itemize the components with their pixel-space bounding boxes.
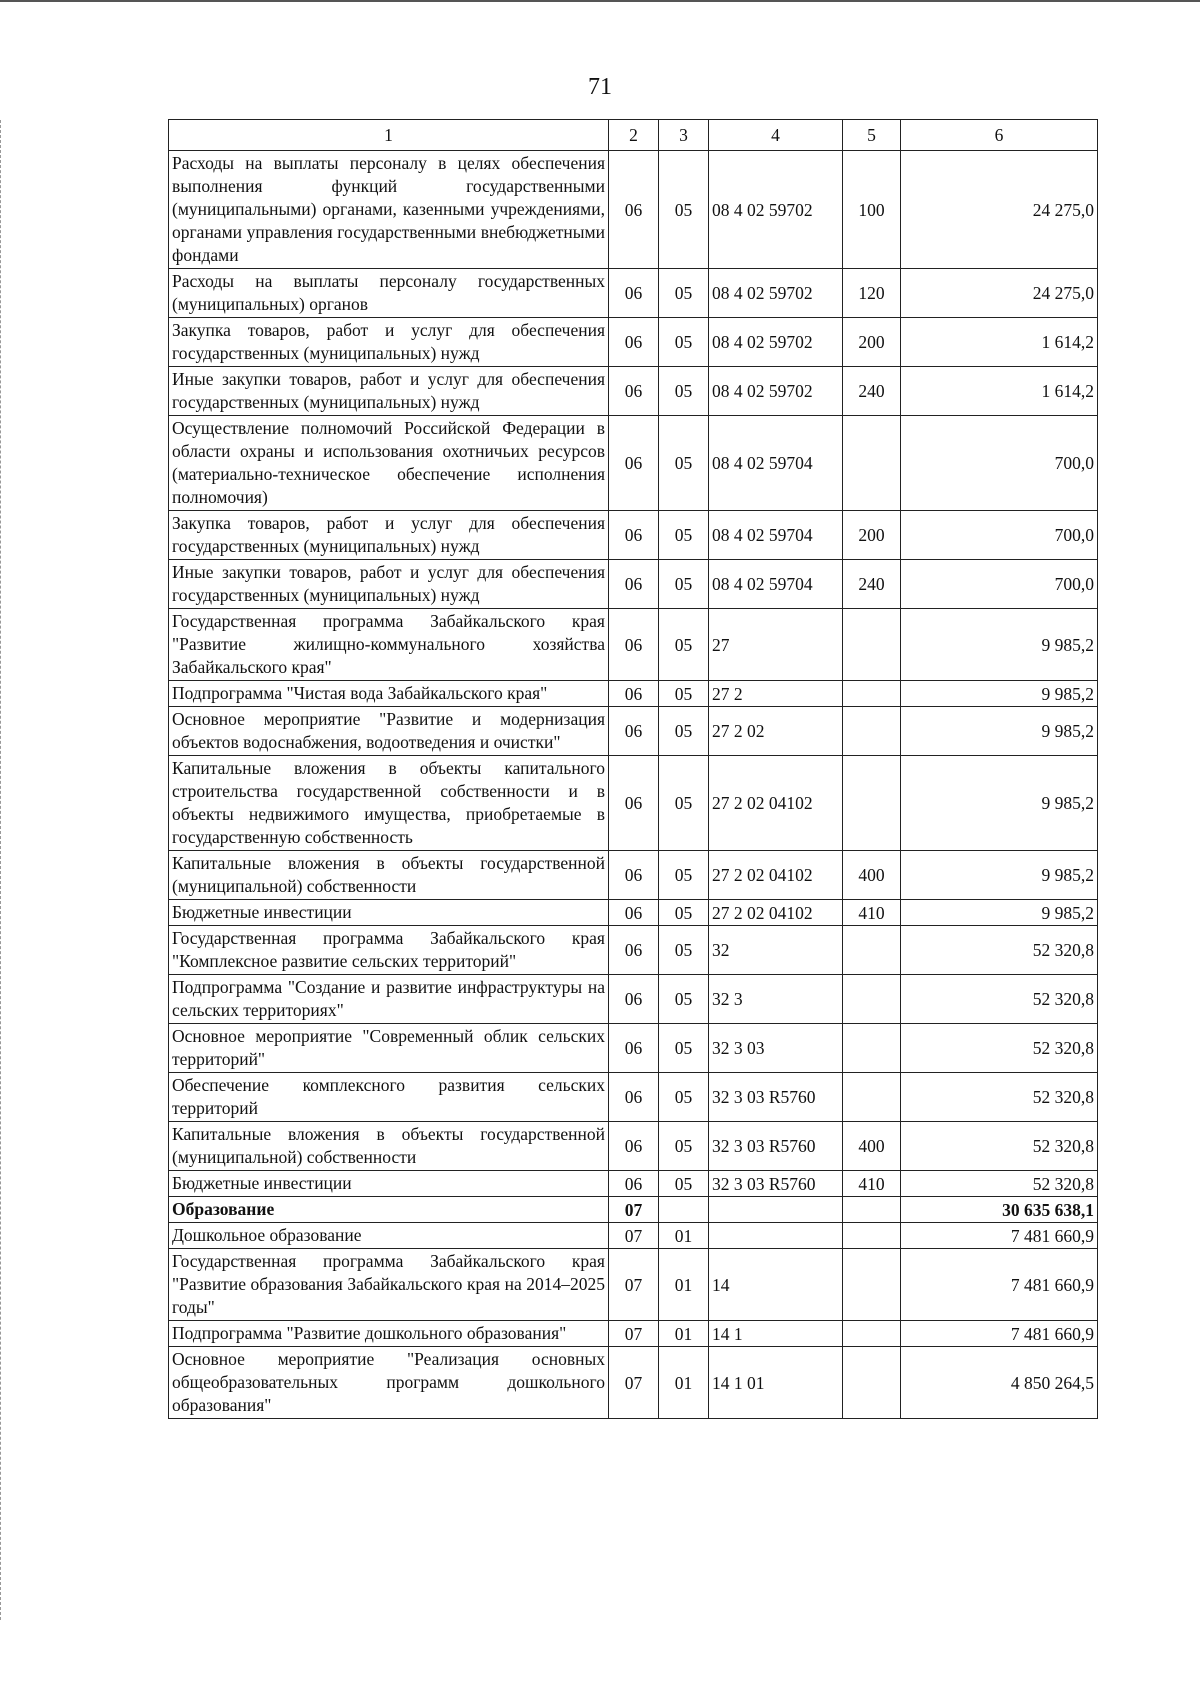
- row-name: Обеспечение комплексного развития сельских территорий: [169, 1073, 609, 1122]
- table-row: [169, 1249, 1098, 1321]
- row-target-article: 14 1 01: [709, 1347, 843, 1419]
- row-target-article: 27 2 02: [709, 707, 843, 756]
- row-name: Капитальные вложения в объекты капитального строительства государственной собственности и в объекты недвижимого имущества, приобретаемые в государственную собственность: [169, 756, 609, 851]
- row-amount: 4 850 264,5: [901, 1347, 1098, 1419]
- row-name: Осуществление полномочий Российской Федерации в области охраны и использования охотничьих ресурсов (материально-техническое обеспечение исполнения полномочия): [169, 416, 609, 511]
- row-section: 06: [609, 1073, 659, 1122]
- row-subsection: 05: [659, 926, 709, 975]
- row-target-article: 32 3 03 R5760: [709, 1073, 843, 1122]
- row-target-article: 27 2: [709, 681, 843, 707]
- table-row: [169, 1321, 1098, 1347]
- row-name: Государственная программа Забайкальского края "Комплексное развитие сельских территорий": [169, 926, 609, 975]
- row-expense-type: 240: [843, 367, 901, 416]
- table-row: [169, 1347, 1098, 1419]
- row-target-article: 08 4 02 59704: [709, 416, 843, 511]
- row-amount: 700,0: [901, 416, 1098, 511]
- table-row: [169, 926, 1098, 975]
- row-subsection: 05: [659, 756, 709, 851]
- row-subsection: 05: [659, 151, 709, 269]
- row-target-article: 08 4 02 59704: [709, 511, 843, 560]
- budget-table: [168, 119, 1098, 1419]
- table-row: [169, 269, 1098, 318]
- row-target-article: [709, 1223, 843, 1249]
- row-section: 06: [609, 560, 659, 609]
- row-amount: 9 985,2: [901, 900, 1098, 926]
- row-name: Иные закупки товаров, работ и услуг для обеспечения государственных (муниципальных) нужд: [169, 367, 609, 416]
- row-subsection: 05: [659, 851, 709, 900]
- row-expense-type: 400: [843, 851, 901, 900]
- row-subsection: 05: [659, 318, 709, 367]
- row-expense-type: 200: [843, 511, 901, 560]
- row-expense-type: [843, 681, 901, 707]
- row-subsection: 05: [659, 416, 709, 511]
- table-row: [169, 1073, 1098, 1122]
- row-section: 06: [609, 1024, 659, 1073]
- header-col-section: 2: [609, 120, 659, 151]
- row-expense-type: 240: [843, 560, 901, 609]
- row-target-article: 27 2 02 04102: [709, 900, 843, 926]
- row-target-article: 27: [709, 609, 843, 681]
- row-subsection: 05: [659, 1122, 709, 1171]
- row-name: Бюджетные инвестиции: [169, 900, 609, 926]
- row-amount: 52 320,8: [901, 975, 1098, 1024]
- table-row: [169, 900, 1098, 926]
- row-section: 06: [609, 707, 659, 756]
- row-target-article: 32 3: [709, 975, 843, 1024]
- row-expense-type: [843, 609, 901, 681]
- row-subsection: [659, 1197, 709, 1223]
- row-name: Основное мероприятие "Современный облик сельских территорий": [169, 1024, 609, 1073]
- row-amount: 700,0: [901, 560, 1098, 609]
- row-name: Государственная программа Забайкальского края "Развитие жилищно-коммунального хозяйства Забайкальского края": [169, 609, 609, 681]
- row-name: Подпрограмма "Создание и развитие инфраструктуры на сельских территориях": [169, 975, 609, 1024]
- row-amount: 7 481 660,9: [901, 1223, 1098, 1249]
- table-row: [169, 975, 1098, 1024]
- row-section: 06: [609, 416, 659, 511]
- header-col-amount: 6: [901, 120, 1098, 151]
- row-name: Бюджетные инвестиции: [169, 1171, 609, 1197]
- row-amount: 9 985,2: [901, 756, 1098, 851]
- row-target-article: 32 3 03 R5760: [709, 1122, 843, 1171]
- row-amount: 7 481 660,9: [901, 1249, 1098, 1321]
- row-name: Закупка товаров, работ и услуг для обеспечения государственных (муниципальных) нужд: [169, 511, 609, 560]
- row-amount: 9 985,2: [901, 707, 1098, 756]
- row-section: 07: [609, 1197, 659, 1223]
- row-name: Государственная программа Забайкальского края "Развитие образования Забайкальского края на 2014–2025 годы": [169, 1249, 609, 1321]
- row-target-article: 08 4 02 59702: [709, 151, 843, 269]
- row-subsection: 05: [659, 269, 709, 318]
- row-expense-type: [843, 707, 901, 756]
- table-row: [169, 1171, 1098, 1197]
- row-subsection: 01: [659, 1249, 709, 1321]
- header-col-expense-type: 5: [843, 120, 901, 151]
- row-subsection: 05: [659, 367, 709, 416]
- row-amount: 9 985,2: [901, 681, 1098, 707]
- row-target-article: 08 4 02 59704: [709, 560, 843, 609]
- scan-left-edge: [0, 120, 2, 1620]
- row-expense-type: [843, 1073, 901, 1122]
- row-target-article: 14: [709, 1249, 843, 1321]
- row-amount: 9 985,2: [901, 609, 1098, 681]
- row-expense-type: [843, 975, 901, 1024]
- row-section: 07: [609, 1347, 659, 1419]
- table-body: [169, 151, 1098, 1419]
- row-expense-type: 410: [843, 1171, 901, 1197]
- row-section: 06: [609, 1171, 659, 1197]
- row-section: 06: [609, 851, 659, 900]
- row-section: 06: [609, 756, 659, 851]
- row-subsection: 05: [659, 1171, 709, 1197]
- row-section: 06: [609, 367, 659, 416]
- header-col-name: 1: [169, 120, 609, 151]
- row-section: 06: [609, 926, 659, 975]
- row-name: Расходы на выплаты персоналу в целях обеспечения выполнения функций государственными (муниципальными) органами, казенными учреждениями, органами управления государственными внебюджетными фондами: [169, 151, 609, 269]
- row-section: 06: [609, 900, 659, 926]
- row-subsection: 05: [659, 975, 709, 1024]
- row-target-article: 08 4 02 59702: [709, 269, 843, 318]
- row-section: 06: [609, 269, 659, 318]
- row-subsection: 05: [659, 609, 709, 681]
- row-name: Подпрограмма "Чистая вода Забайкальского края": [169, 681, 609, 707]
- row-expense-type: [843, 416, 901, 511]
- row-amount: 700,0: [901, 511, 1098, 560]
- row-amount: 1 614,2: [901, 318, 1098, 367]
- row-expense-type: 100: [843, 151, 901, 269]
- row-section: 07: [609, 1223, 659, 1249]
- row-expense-type: [843, 1024, 901, 1073]
- row-name: Расходы на выплаты персоналу государственных (муниципальных) органов: [169, 269, 609, 318]
- row-expense-type: 400: [843, 1122, 901, 1171]
- row-amount: 7 481 660,9: [901, 1321, 1098, 1347]
- table-row: [169, 1024, 1098, 1073]
- table-row: [169, 511, 1098, 560]
- row-amount: 52 320,8: [901, 1073, 1098, 1122]
- row-subsection: 05: [659, 1024, 709, 1073]
- row-name: Дошкольное образование: [169, 1223, 609, 1249]
- row-section: 06: [609, 511, 659, 560]
- row-expense-type: [843, 1223, 901, 1249]
- row-expense-type: 120: [843, 269, 901, 318]
- row-target-article: 32: [709, 926, 843, 975]
- row-name: Закупка товаров, работ и услуг для обеспечения государственных (муниципальных) нужд: [169, 318, 609, 367]
- row-section: 07: [609, 1249, 659, 1321]
- row-target-article: 27 2 02 04102: [709, 756, 843, 851]
- row-expense-type: [843, 1249, 901, 1321]
- table-row: [169, 318, 1098, 367]
- row-name: Капитальные вложения в объекты государственной (муниципальной) собственности: [169, 851, 609, 900]
- row-name: Основное мероприятие "Реализация основных общеобразовательных программ дошкольного образования": [169, 1347, 609, 1419]
- page-number: 71: [588, 74, 612, 100]
- row-section: 07: [609, 1321, 659, 1347]
- row-expense-type: 200: [843, 318, 901, 367]
- scan-top-border: [0, 0, 1200, 2]
- row-subsection: 05: [659, 681, 709, 707]
- row-expense-type: [843, 756, 901, 851]
- row-target-article: 32 3 03 R5760: [709, 1171, 843, 1197]
- row-target-article: [709, 1197, 843, 1223]
- table-row: [169, 1197, 1098, 1223]
- table-row: [169, 756, 1098, 851]
- row-section: 06: [609, 681, 659, 707]
- table-row: [169, 416, 1098, 511]
- row-amount: 24 275,0: [901, 151, 1098, 269]
- row-subsection: 05: [659, 900, 709, 926]
- row-amount: 52 320,8: [901, 1024, 1098, 1073]
- row-target-article: 08 4 02 59702: [709, 318, 843, 367]
- row-amount: 9 985,2: [901, 851, 1098, 900]
- header-col-subsection: 3: [659, 120, 709, 151]
- row-target-article: 27 2 02 04102: [709, 851, 843, 900]
- table-row: [169, 851, 1098, 900]
- row-target-article: 32 3 03: [709, 1024, 843, 1073]
- row-amount: 52 320,8: [901, 1122, 1098, 1171]
- row-name: Подпрограмма "Развитие дошкольного образования": [169, 1321, 609, 1347]
- row-expense-type: [843, 1197, 901, 1223]
- row-amount: 1 614,2: [901, 367, 1098, 416]
- row-target-article: 08 4 02 59702: [709, 367, 843, 416]
- row-expense-type: 410: [843, 900, 901, 926]
- header-col-target-article: 4: [709, 120, 843, 151]
- row-section: 06: [609, 975, 659, 1024]
- row-amount: 52 320,8: [901, 1171, 1098, 1197]
- table-row: [169, 1122, 1098, 1171]
- row-section: 06: [609, 151, 659, 269]
- row-subsection: 05: [659, 511, 709, 560]
- row-subsection: 01: [659, 1321, 709, 1347]
- table-row: [169, 1223, 1098, 1249]
- table-row: [169, 707, 1098, 756]
- row-section: 06: [609, 609, 659, 681]
- row-expense-type: [843, 1347, 901, 1419]
- table-row: [169, 151, 1098, 269]
- row-name: Капитальные вложения в объекты государственной (муниципальной) собственности: [169, 1122, 609, 1171]
- row-subsection: 05: [659, 560, 709, 609]
- row-amount: 24 275,0: [901, 269, 1098, 318]
- row-expense-type: [843, 926, 901, 975]
- row-name: Иные закупки товаров, работ и услуг для обеспечения государственных (муниципальных) нужд: [169, 560, 609, 609]
- row-subsection: 05: [659, 707, 709, 756]
- table-row: [169, 609, 1098, 681]
- row-section: 06: [609, 1122, 659, 1171]
- row-subsection: 05: [659, 1073, 709, 1122]
- row-name: Основное мероприятие "Развитие и модернизация объектов водоснабжения, водоотведения и очистки": [169, 707, 609, 756]
- row-subsection: 01: [659, 1223, 709, 1249]
- row-target-article: 14 1: [709, 1321, 843, 1347]
- table-row: [169, 560, 1098, 609]
- row-section: 06: [609, 318, 659, 367]
- row-amount: 30 635 638,1: [901, 1197, 1098, 1223]
- table-row: [169, 681, 1098, 707]
- table-row: [169, 367, 1098, 416]
- row-amount: 52 320,8: [901, 926, 1098, 975]
- row-subsection: 01: [659, 1347, 709, 1419]
- table-header-row: [169, 120, 1098, 151]
- row-expense-type: [843, 1321, 901, 1347]
- row-name: Образование: [169, 1197, 609, 1223]
